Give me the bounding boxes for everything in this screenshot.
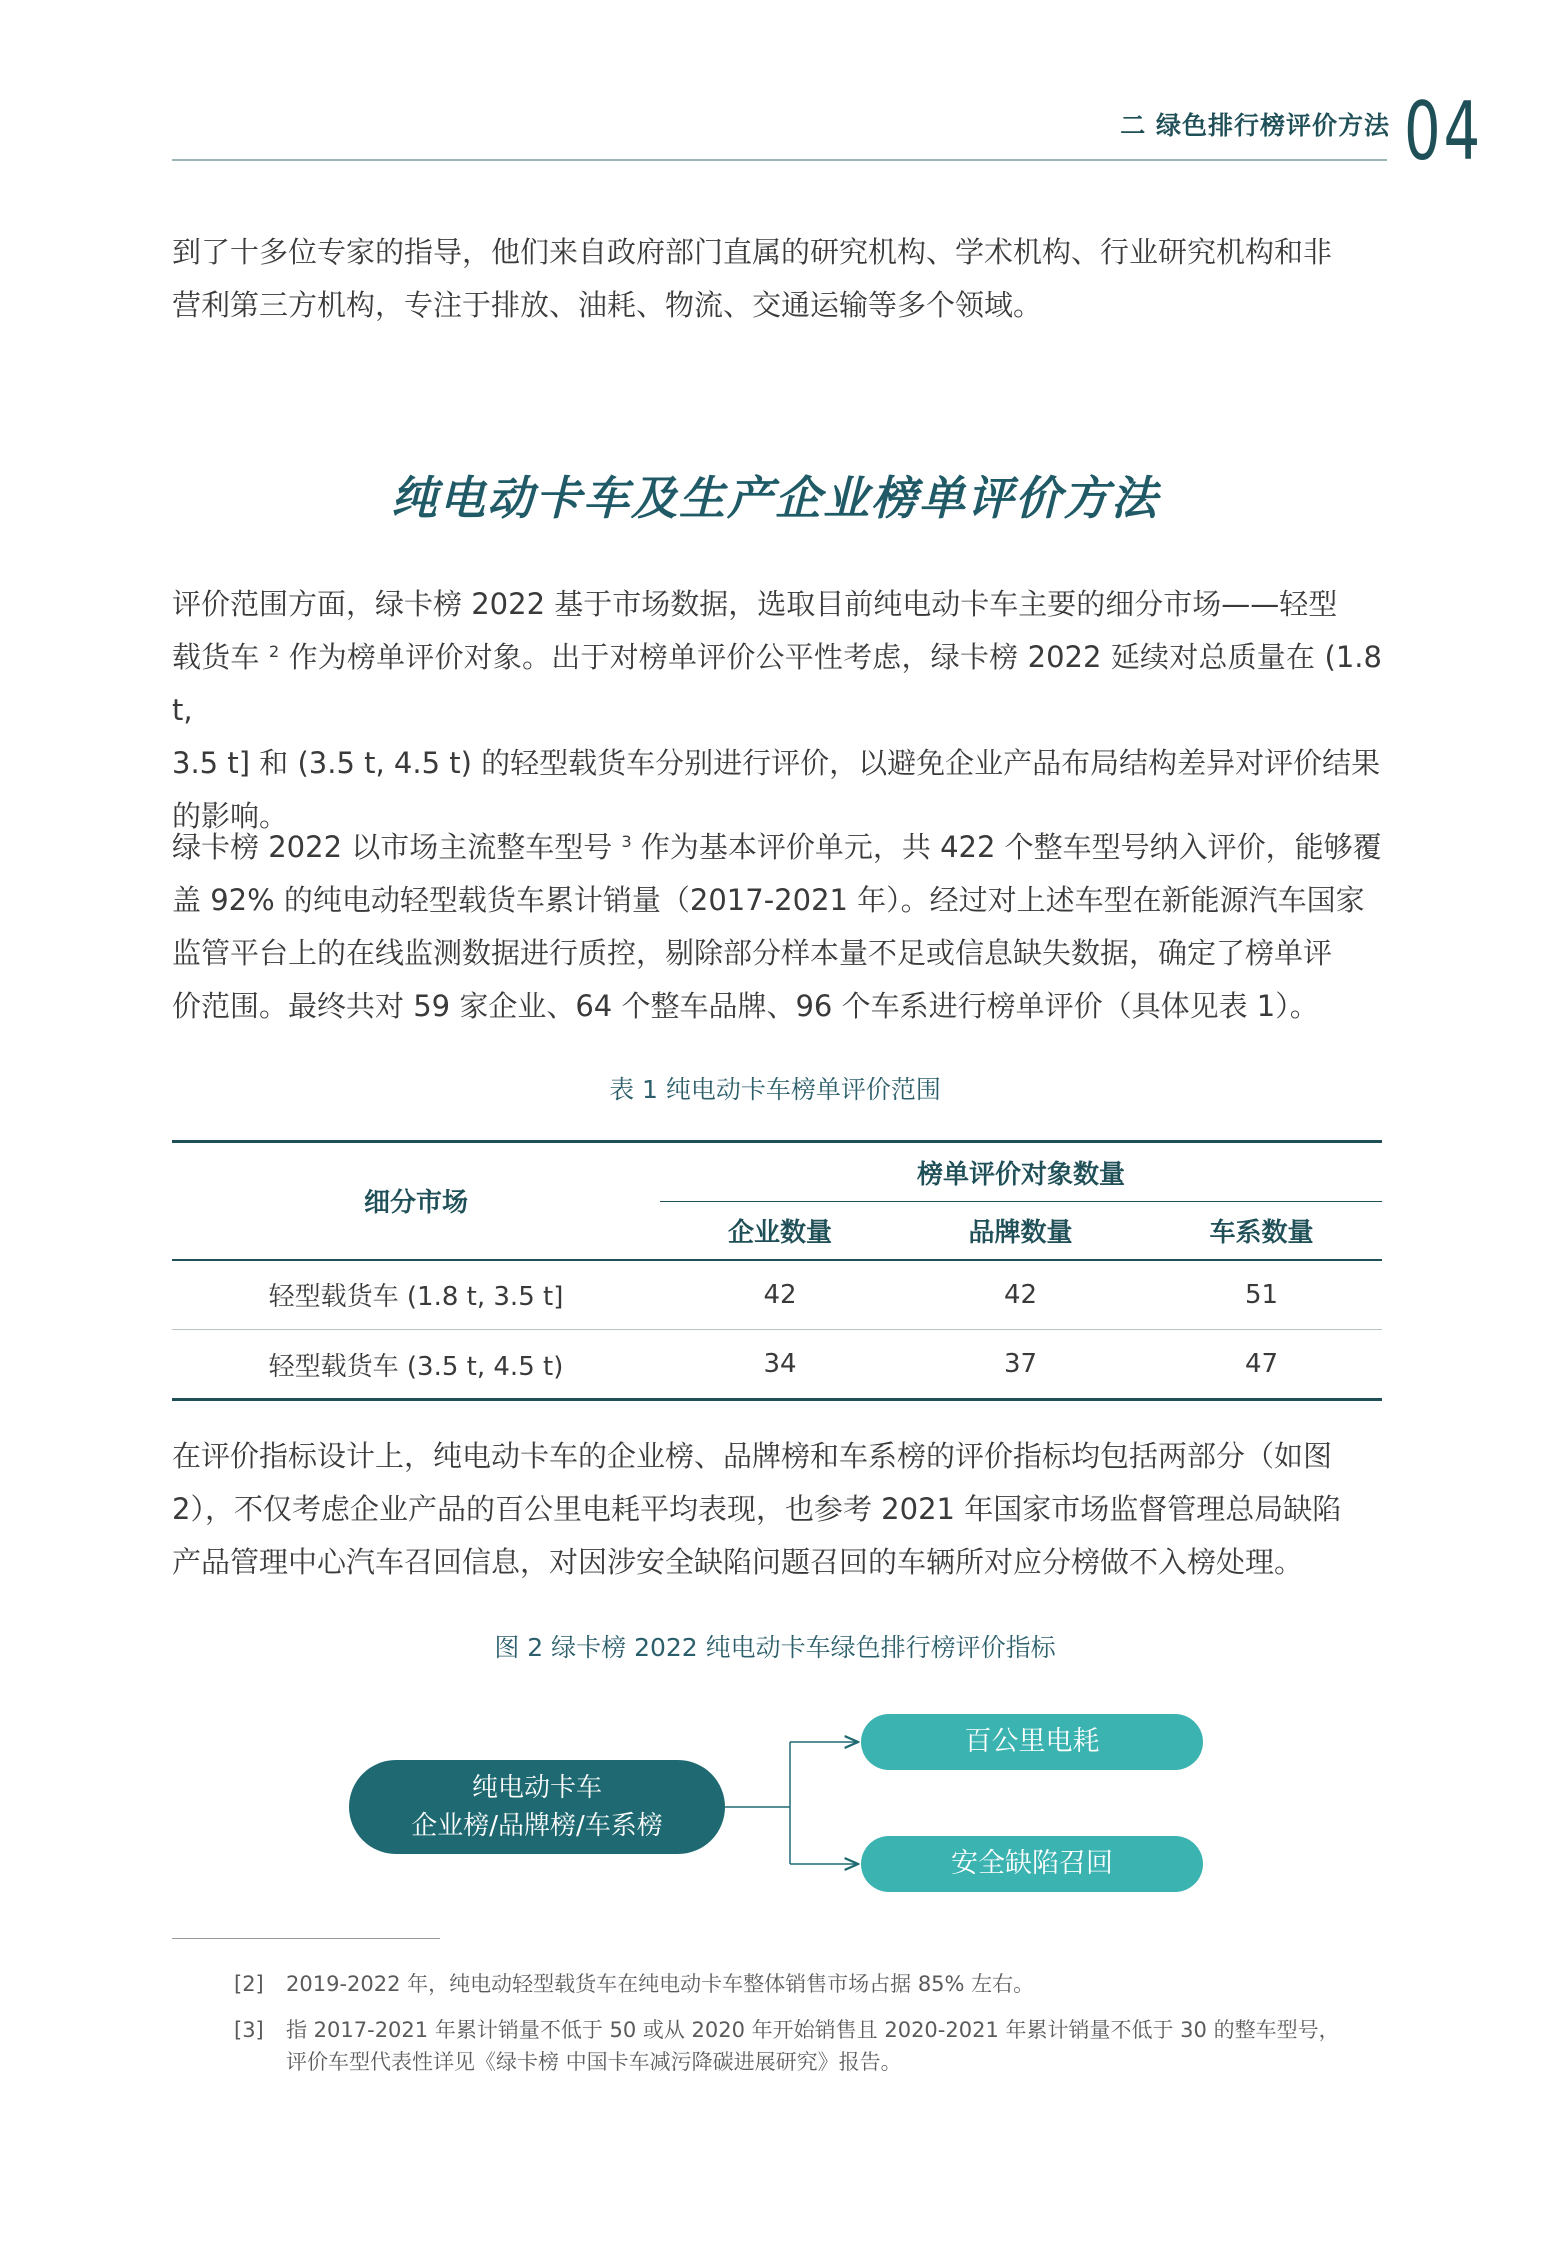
evaluation-scope-table xyxy=(172,1140,1382,1401)
table-row xyxy=(172,1260,1382,1330)
text-line: 监管平台上的在线监测数据进行质控，剔除部分样本量不足或信息缺失数据，确定了榜单评 xyxy=(172,936,1333,970)
cell-value: 37 xyxy=(1003,1349,1038,1379)
root-node-subtitle: 企业榜/品牌榜/车系榜 xyxy=(411,1811,663,1841)
intro-paragraph xyxy=(172,226,1382,332)
footnote-marker: [3] xyxy=(234,2018,264,2042)
footnote-ref: 3 xyxy=(621,832,632,851)
footnote-2 xyxy=(234,1968,1364,2000)
text-line xyxy=(172,821,1382,874)
text-line: 价范围。最终共对 59 家企业、64 个整车品牌、96 个车系进行榜单评价（具体见表 1）。 xyxy=(172,989,1319,1023)
header-enterprise-count: 企业数量 xyxy=(727,1217,832,1248)
paragraph-units xyxy=(172,821,1382,1033)
text-line: 的影响。 xyxy=(172,799,289,833)
section-header: 二 绿色排行榜评价方法 xyxy=(1120,111,1390,140)
branch-node-recall: 安全缺陷召回 xyxy=(861,1836,1203,1892)
text-line: 到了十多位专家的指导，他们来自政府部门直属的研究机构、学术机构、行业研究机构和非 xyxy=(172,235,1333,269)
page-number: 04 xyxy=(1404,85,1484,178)
section-title: 纯电动卡车及生产企业榜单评价方法 xyxy=(391,471,1159,525)
header-brand-count: 品牌数量 xyxy=(968,1217,1073,1248)
cell-value: 34 xyxy=(763,1349,797,1379)
table-row xyxy=(172,1330,1382,1400)
footnote-divider xyxy=(172,1938,440,1939)
figure-caption: 图 2 绿卡榜 2022 纯电动卡车绿色排行榜评价指标 xyxy=(494,1633,1056,1662)
footnote-marker: [2] xyxy=(234,1972,264,1996)
diagram-connectors xyxy=(0,1700,1550,1940)
branch-node-energy: 百公里电耗 xyxy=(861,1714,1203,1770)
header-divider xyxy=(172,159,1387,161)
cell-value: 51 xyxy=(1244,1279,1279,1310)
text-line: 3.5 t] 和 (3.5 t, 4.5 t) 的轻型载货车分别进行评价，以避免企业产品布局结构差异对评价结果 xyxy=(172,746,1381,780)
text-line: 产品管理中心汽车召回信息，对因涉安全缺陷问题召回的车辆所对应分榜做不入榜处理。 xyxy=(172,1545,1304,1579)
footnote-3 xyxy=(234,2014,1364,2078)
text-line: 营利第三方机构，专注于排放、油耗、物流、交通运输等多个领域。 xyxy=(172,288,1043,322)
text-fragment: 作为榜单评价对象。出于对榜单评价公平性考虑，绿卡榜 2022 延续对总质量在 (1.8 t, xyxy=(172,640,1382,727)
cell-market: 轻型载货车 (3.5 t, 4.5 t) xyxy=(268,1351,564,1382)
paragraph-scope xyxy=(172,578,1382,843)
footnote-ref: 2 xyxy=(268,642,280,661)
text-line: 在评价指标设计上，纯电动卡车的企业榜、品牌榜和车系榜的评价指标均包括两部分（如图 xyxy=(172,1439,1333,1473)
footnote-text: 评价车型代表性详见《绿卡榜 中国卡车减污降碳进展研究》报告。 xyxy=(286,2050,902,2074)
paragraph-indicators xyxy=(172,1430,1382,1589)
root-node xyxy=(349,1760,725,1854)
indicator-diagram xyxy=(0,1700,1550,1940)
text-fragment: 载货车 xyxy=(172,640,260,674)
cell-value: 47 xyxy=(1244,1349,1279,1379)
header-series-count: 车系数量 xyxy=(1209,1217,1314,1248)
text-fragment: 绿卡榜 2022 以市场主流整车型号 xyxy=(172,830,613,864)
cell-value: 42 xyxy=(1003,1279,1038,1310)
table-caption: 表 1 纯电动卡车榜单评价范围 xyxy=(609,1075,941,1104)
text-line: 评价范围方面，绿卡榜 2022 基于市场数据，选取目前纯电动卡车主要的细分市场——轻型 xyxy=(172,587,1338,621)
root-node-title: 纯电动卡车 xyxy=(471,1773,602,1803)
cell-value: 42 xyxy=(763,1279,797,1310)
footnote-text: 2019-2022 年，纯电动轻型载货车在纯电动卡车整体销售市场占据 85% 左右。 xyxy=(286,1972,1035,1996)
cell-market: 轻型载货车 (1.8 t, 3.5 t] xyxy=(268,1282,564,1313)
text-line: 2），不仅考虑企业产品的百公里电耗平均表现，也参考 2021 年国家市场监督管理总局缺陷 xyxy=(172,1492,1342,1526)
table-header-row xyxy=(172,1142,1382,1202)
text-fragment: 作为基本评价单元，共 422 个整车型号纳入评价，能够覆 xyxy=(640,830,1382,864)
header-group: 榜单评价对象数量 xyxy=(660,1142,1382,1202)
text-line: 盖 92% 的纯电动轻型载货车累计销量（2017-2021 年）。经过对上述车型在新能源汽车国家 xyxy=(172,883,1365,917)
text-line xyxy=(172,631,1382,737)
header-market: 细分市场 xyxy=(172,1142,660,1260)
footnote-text: 指 2017-2021 年累计销量不低于 50 或从 2020 年开始销售且 2020-2021 年累计销量不低于 30 的整车型号， xyxy=(286,2018,1340,2042)
